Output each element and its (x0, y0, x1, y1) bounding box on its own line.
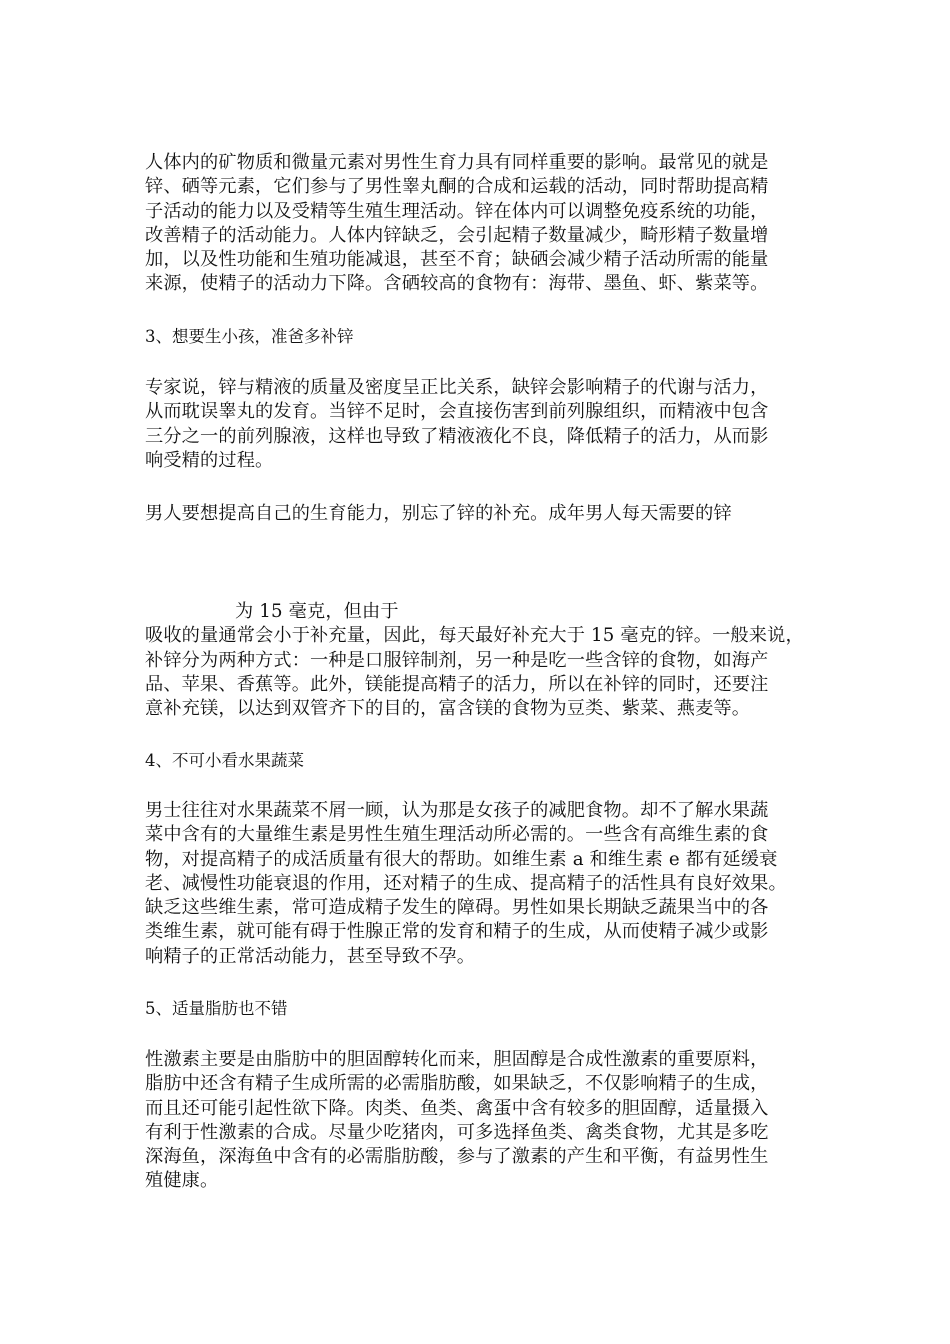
text-line: 专家说，锌与精液的质量及密度呈正比关系，缺锌会影响精子的代谢与活力， (145, 377, 769, 398)
text-line: 从而耽误睾丸的发育。当锌不足时，会直接伤害到前列腺组织，而精液中包含 (145, 401, 769, 423)
section-heading-5: 5、适量脂肪也不错 (145, 999, 288, 1018)
text-line: 老、减慢性功能衰退的作用，还对精子的生成、提高精子的活性具有良好效果。 (145, 872, 787, 894)
paragraph-fruit (145, 799, 825, 969)
text-line: 三分之一的前列腺液，这样也导致了精液液化不良，降低精子的活力，从而影 (145, 425, 769, 447)
paragraph-zinc-expert (145, 376, 825, 473)
text-line: 人体内的矿物质和微量元素对男性生育力具有同样重要的影响。最常见的就是 (145, 152, 769, 173)
text-line: 改善精子的活动能力。人体内锌缺乏，会引起精子数量减少，畸形精子数量增 (145, 224, 769, 246)
section-heading-3: 3、想要生小孩，准爸多补锌 (145, 327, 354, 346)
text-line: 品、苹果、香蕉等。此外，镁能提高精子的活力，所以在补锌的同时，还要注 (145, 673, 769, 695)
paragraph-fat (145, 1048, 825, 1194)
text-line: 而且还可能引起性欲下降。肉类、鱼类、禽蛋中含有较多的胆固醇，适量摄入 (145, 1097, 769, 1119)
text-line: 响精子的正常活动能力，甚至导致不孕。 (145, 945, 476, 967)
text-line: 有利于性激素的合成。尽量少吃猪肉，可多选择鱼类、禽类食物，尤其是多吃 (145, 1121, 769, 1143)
paragraph-minerals (145, 151, 825, 297)
text-line: 性激素主要是由脂肪中的胆固醇转化而来，胆固醇是合成性激素的重要原料， (145, 1049, 769, 1070)
text-line: 响受精的过程。 (145, 449, 274, 471)
text-line: 男人要想提高自己的生育能力，别忘了锌的补充。成年男人每天需要的锌 (145, 503, 732, 524)
text-line: 缺乏这些维生素，常可造成精子发生的障碍。男性如果长期缺乏蔬果当中的各 (145, 897, 769, 919)
text-line: 加，以及性功能和生殖功能减退，甚至不育；缺硒会减少精子活动所需的能量 (145, 249, 769, 271)
paragraph-zinc-continued (145, 600, 825, 721)
section-heading-4: 4、不可小看水果蔬菜 (145, 751, 304, 770)
paragraph-zinc-need (145, 502, 825, 526)
text-line: 意补充镁，以达到双管齐下的目的，富含镁的食物为豆类、紫菜、燕麦等。 (145, 698, 751, 720)
text-line: 来源，使精子的活动力下降。含硒较高的食物有：海带、墨鱼、虾、紫菜等。 (145, 273, 769, 295)
text-line-indented: 为 15 毫克，但由于 (235, 601, 399, 622)
text-line: 锌、硒等元素，它们参与了男性睾丸酮的合成和运载的活动，同时帮助提高精 (145, 176, 769, 198)
text-line: 脂肪中还含有精子生成所需的必需脂肪酸，如果缺乏，不仅影响精子的生成， (145, 1073, 769, 1095)
text-line: 物，对提高精子的成活质量有很大的帮助。如维生素 a 和维生素 e 都有延缓衰 (145, 848, 778, 870)
text-line: 吸收的量通常会小于补充量，因此，每天最好补充大于 15 毫克的锌。一般来说， (145, 625, 804, 647)
text-line: 深海鱼，深海鱼中含有的必需脂肪酸，参与了激素的产生和平衡，有益男性生 (145, 1146, 769, 1168)
text-line: 类维生素，就可能有碍于性腺正常的发育和精子的生成，从而使精子减少或影 (145, 921, 769, 943)
text-line: 子活动的能力以及受精等生殖生理活动。锌在体内可以调整免疫系统的功能， (145, 200, 769, 222)
text-line: 菜中含有的大量维生素是男性生殖生理活动所必需的。一些含有高维生素的食 (145, 824, 769, 846)
text-line: 殖健康。 (145, 1170, 219, 1192)
text-line: 男士往往对水果蔬菜不屑一顾，认为那是女孩子的减肥食物。却不了解水果蔬 (145, 800, 769, 821)
text-line: 补锌分为两种方式：一种是口服锌制剂，另一种是吃一些含锌的食物，如海产 (145, 649, 769, 671)
